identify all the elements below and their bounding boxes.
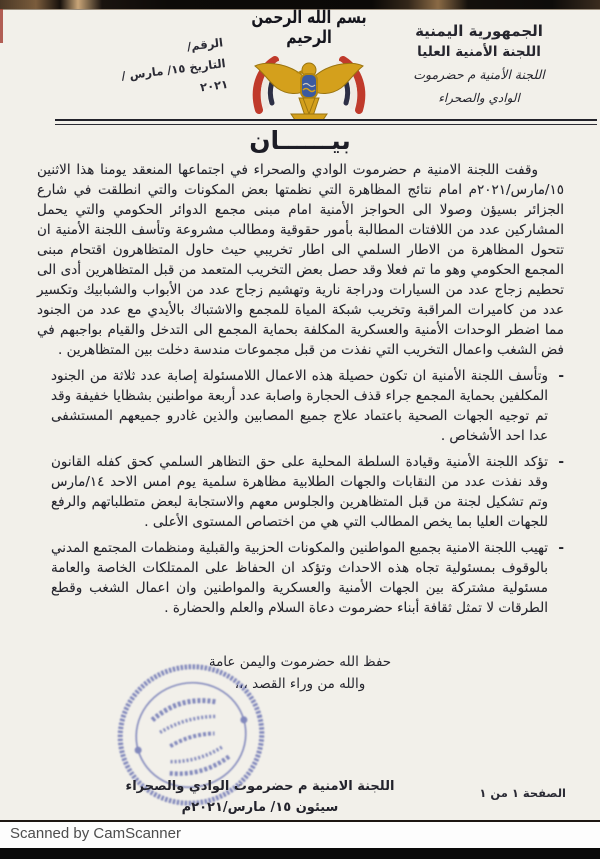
ref-number-label: الرقم/ [186,35,224,54]
bismillah-calligraphy: بسم الله الرحمن الرحيم [251,8,367,48]
signature-block [115,776,405,818]
reference-block [93,32,230,110]
bullet-text-casualties: وتأسف اللجنة الأمنية ان تكون حصيلة هذه الاعمال اللامسئولة إصابة عدد ثلاثة من الجنود المكلفين بحماية المجمع جراء قذف الحجارة واصابة عدد أربعة مواطنين بشظايا خفيفة وقد تم توجيه الجهات الصحية باعتماد علاج جميع المصابين والذين غادرو جميعهم المستشفى عدا احد الأشخاص . [51,368,548,444]
letterhead-authority-block [370,22,588,105]
page-number: الصفحة ١ من ١ [479,786,566,800]
country-name: الجمهورية اليمنية [415,22,543,40]
closing-line-1: حفظ الله حضرموت واليمن عامة [208,654,392,670]
statement-body [37,160,564,618]
bullet-dash: - [558,368,564,384]
yemen-emblem-icon [239,46,379,122]
bullet-text-right-to-protest: تؤكد اللجنة الأمنية وقيادة السلطة المحلية على حق التظاهر السلمي كحق كفله القانون وقد نفذت عدد من النقابات والجهات الطلابية مظاهرة سلمية يوم امس الاحد ١٤/مارس وتم تشكيل لجنة من قبل المتظاهرين والجلوس معهم والاستجابة لبعض متطلباتهم والرفع للجهات العليا بما يخص المطالب التي هي من اختصاص المستوى الأعلى . [51,454,548,530]
bullet-item [37,538,564,618]
bullet-dash: - [558,454,564,470]
signing-authority: اللجنة الامنية م حضرموت الوادي والصحراء [125,779,395,794]
camscanner-watermark: Scanned by CamScanner [10,825,181,842]
bullet-item [37,366,564,446]
supreme-committee-name: اللجنة الأمنية العليا [417,44,541,60]
governorate-committee-name: اللجنة الأمنية م حضرموت [413,67,545,82]
closing-line-2: والله من وراء القصد ،،، [234,676,366,692]
ref-date-label: التاريخ ١٥/ مارس / ٢٠٢١ [120,56,229,95]
document-title: بيــــــان [249,126,351,155]
bullet-item [37,452,564,532]
header-divider [55,119,597,125]
bullet-text-appeal: تهيب اللجنة الامنية بجميع المواطنين والمكونات الحزبية والقبلية ومنظمات المجتمع المدني بالوقوف بمسئولية تجاه هذه الاحداث وتؤكد ان الحفاظ على الممتلكات الخاصة والعامة مسئولية مشتركة بين الجهات الأمنية والعسكرية والمواطنين وان اعمال الشغب وقطع الطرقات لا تمثل ثقافة أبناء حضرموت دعاة السلام والعلم والحضارة . [51,540,548,616]
closing-block [0,651,600,695]
region-name: الوادي والصحراء [438,91,520,105]
paragraph-intro: وقفت اللجنة الامنية م حضرموت الوادي والصحراء في اجتماعها المنعقد يومنا هذا الاثنين ١٥/مارس/٢٠٢١م امام نتائج المظاهرة التي نظمتها بعض المكونات والتي انطلقت في شارع الجزائر بسيؤن وصولا الى الحواجز الأمنية امام مبنى مجمع الدوائر الحكومي والتي يحمل المشاركين عدد من اللافتات المطالبة بأمور حقوقية ومطالب مشروعة وتأسف اللجنة الأمنية ان تتحول المظاهرة من الاطار السلمي الى اطار تخريبي حيث حاول المتظاهرون اقتحام مبنى المجمع الحكومي وهو ما تم فعلا وقد حصل بعض التخريب المتعمد من قبل المتظاهرين أدى الى تحطيم زجاج عدد من السيارات ودراجة نارية وتهشيم زجاج عدد من الأبواب والشبابيك وتكسير عدد من كاميرات المراقبة وتخريب شبكة المياة للمجمع والاشتباك بالأيدي مع عدد من الجنود مما اضطر الوحدات الأمنية والعسكرية المكلفة بحماية المجمع الى التدخل والقيام بواجبهم في فض الشغب واعمال التخريب التي نفذت من قبل مجموعات مندسة دخلت بين المتظاهرين . [37,162,564,358]
letterhead-center [234,8,384,122]
signing-place-date: سيئون ١٥/ مارس/٢٠٢١م [181,800,339,815]
scan-edge-left [0,9,3,43]
bullet-dash: - [558,540,564,556]
camscanner-strip [0,820,600,848]
bottom-black-bar [0,848,600,859]
